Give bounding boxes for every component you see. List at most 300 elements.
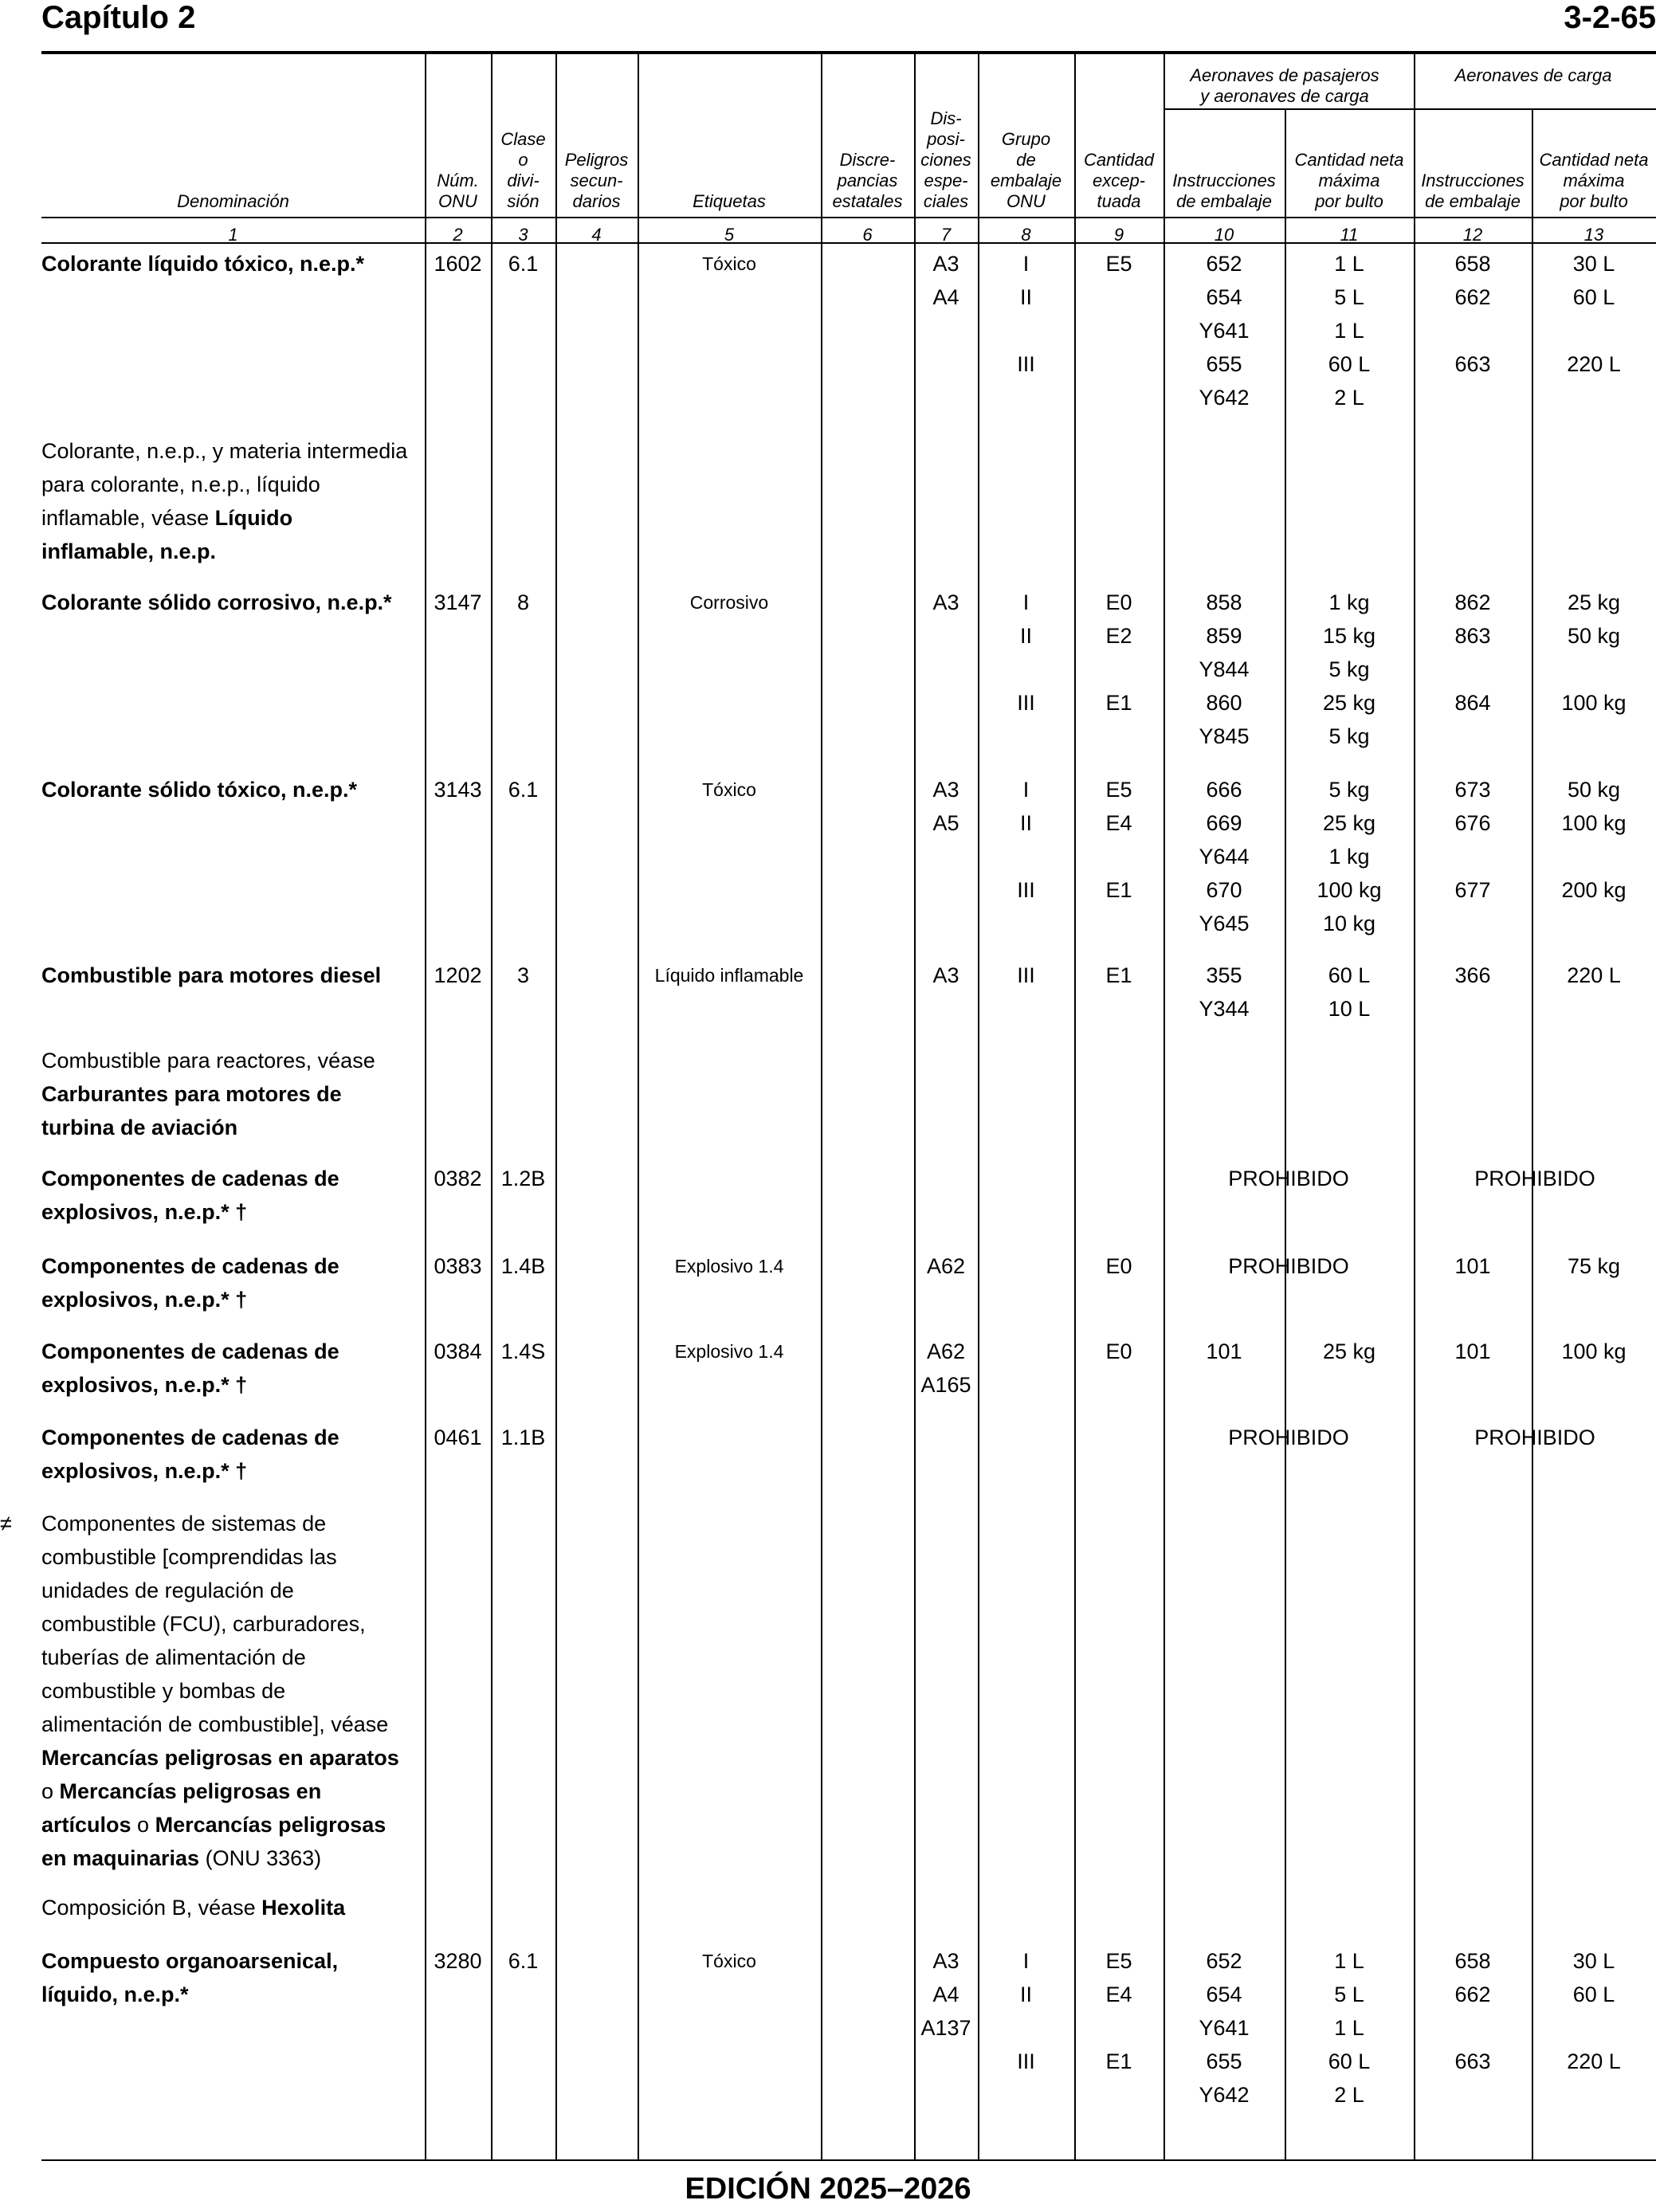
entry-name-line <box>41 959 424 992</box>
packing-group: II <box>1019 624 1032 648</box>
column-header-line: Grupo <box>1001 129 1051 149</box>
excepted-quantity: E0 <box>1105 590 1132 614</box>
revision-mark: ≠ <box>0 1512 12 1535</box>
cargo-max-net-quantity: 25 kg <box>1567 590 1621 614</box>
entry-name-text: Carburantes para motores de <box>41 1082 342 1106</box>
cargo-packing-instruction: 101 <box>1454 1339 1491 1363</box>
excepted-quantity: E1 <box>1105 878 1132 902</box>
column-number-9: 9 <box>1113 225 1124 245</box>
entry-name-line <box>41 1607 424 1641</box>
column-header-line: ONU <box>1007 191 1046 211</box>
pax-packing-instruction: 654 <box>1206 285 1242 309</box>
entry-name-text: Compuesto organoarsenical, <box>41 1949 339 1973</box>
cargo-max-net-quantity: 75 kg <box>1567 1254 1621 1278</box>
excepted-quantity: E1 <box>1105 691 1132 715</box>
column-divider <box>555 54 557 2159</box>
column-number-12: 12 <box>1462 225 1483 245</box>
excepted-quantity: E1 <box>1105 963 1132 987</box>
hazard-class: 1.1B <box>500 1426 546 1449</box>
entry-name-text: turbina de aviación <box>41 1116 238 1139</box>
packing-group: III <box>1017 2049 1035 2073</box>
cargo-max-net-quantity: 30 L <box>1572 252 1615 276</box>
column-header-line: Instrucciones <box>1421 171 1525 190</box>
bottom-rule <box>41 2159 1656 2161</box>
pax-packing-instruction: 654 <box>1206 1983 1242 2006</box>
entry-name <box>41 1507 424 1875</box>
column-header-line: darios <box>572 191 621 211</box>
pax-prohibited: PROHIBIDO <box>1228 1254 1349 1278</box>
entry-name-text: en maquinarias <box>41 1846 200 1870</box>
cargo-max-net-quantity: 220 L <box>1567 963 1621 987</box>
column-header-line: de <box>1016 150 1036 170</box>
entry-name-line <box>41 1454 424 1488</box>
entry-name-text: Colorante, n.e.p., y materia intermedia <box>41 439 408 463</box>
entry-name-line <box>41 1507 424 1540</box>
pax-packing-instruction: 860 <box>1206 691 1242 715</box>
hazard-label: Explosivo 1.4 <box>674 1341 784 1362</box>
entry-name-text: explosivos, n.e.p.* † <box>41 1373 248 1397</box>
cargo-prohibited: PROHIBIDO <box>1474 1426 1595 1449</box>
column-number-2: 2 <box>453 225 463 245</box>
header-rule <box>41 217 1656 218</box>
column-header-line: Clase <box>500 129 546 149</box>
entry-name <box>41 773 424 806</box>
entry-name-text: Componentes de cadenas de <box>41 1254 339 1278</box>
entry-name-text: Colorante líquido tóxico, n.e.p.* <box>41 252 365 276</box>
packing-group: III <box>1017 352 1035 376</box>
entry-name-text: Líquido <box>214 506 293 530</box>
column-header-7 <box>914 108 978 212</box>
pax-packing-instruction: 652 <box>1206 252 1242 276</box>
special-provision: A3 <box>932 778 959 802</box>
entry-name-text: explosivos, n.e.p.* † <box>41 1200 248 1224</box>
entry-name-line <box>41 1978 424 2011</box>
cargo-max-net-quantity: 220 L <box>1567 2049 1621 2073</box>
pax-prohibited: PROHIBIDO <box>1228 1167 1349 1190</box>
column-divider <box>638 54 639 2159</box>
hazard-class: 8 <box>516 590 530 614</box>
pax-max-net-quantity: 25 kg <box>1322 811 1376 835</box>
column-header-line: Cantidad <box>1083 150 1155 170</box>
column-header-line: pancias <box>837 171 898 190</box>
hazard-label: Líquido inflamable <box>654 965 804 986</box>
hazard-label: Tóxico <box>702 779 756 800</box>
cargo-packing-instruction: 662 <box>1454 1983 1491 2006</box>
special-provision: A3 <box>932 1949 959 1973</box>
un-number: 0461 <box>434 1426 482 1449</box>
cargo-max-net-quantity: 50 kg <box>1567 624 1621 648</box>
column-header-line: Dis- <box>930 108 962 128</box>
hazard-label: Corrosivo <box>689 592 769 613</box>
entry-name-text: Colorante sólido corrosivo, n.e.p.* <box>41 590 392 614</box>
entry-name-line <box>41 1111 424 1144</box>
entry-name-line <box>41 1044 424 1077</box>
hazard-class: 3 <box>516 963 530 987</box>
column-header-line: tuada <box>1097 191 1141 211</box>
column-header-line: ciales <box>923 191 969 211</box>
pax-packing-instruction: Y344 <box>1199 997 1250 1021</box>
entry-name-text: Componentes de cadenas de <box>41 1339 339 1363</box>
entry-name-line <box>41 1944 424 1978</box>
cargo-max-net-quantity: 100 kg <box>1561 691 1627 715</box>
pax-max-net-quantity: 2 L <box>1334 386 1364 410</box>
special-provision: A137 <box>920 2016 971 2040</box>
column-header-line: espe- <box>924 171 968 190</box>
column-number-5: 5 <box>724 225 735 245</box>
pax-packing-instruction: Y645 <box>1199 912 1250 935</box>
entry-name <box>41 1249 424 1316</box>
entry-name-text: inflamable, véase <box>41 506 215 530</box>
column-header-6 <box>821 150 914 212</box>
excepted-quantity: E4 <box>1105 1983 1132 2006</box>
column-header-line: excep- <box>1092 171 1146 190</box>
column-number-11: 11 <box>1340 225 1359 245</box>
column-header-9 <box>1074 150 1164 212</box>
special-provision: A165 <box>920 1373 971 1397</box>
entry-name-text: Componentes de cadenas de <box>41 1426 339 1449</box>
column-header-line: de embalaje <box>1425 191 1521 211</box>
cargo-packing-instruction: 677 <box>1454 878 1491 902</box>
column-header-line: sión <box>507 191 540 211</box>
column-header-line: secun- <box>570 171 623 190</box>
cargo-packing-instruction: 862 <box>1454 590 1491 614</box>
pax-packing-instruction: 655 <box>1206 2049 1242 2073</box>
entry-name-line <box>41 773 424 806</box>
entry-name-text: combustible [comprendidas las <box>41 1545 337 1569</box>
pax-max-net-quantity: 1 L <box>1334 319 1364 343</box>
column-header-11 <box>1285 150 1414 212</box>
column-number-1: 1 <box>228 225 238 245</box>
entry-name-text: explosivos, n.e.p.* † <box>41 1459 248 1483</box>
entry-name-text: o <box>131 1813 155 1837</box>
entry-name-text: líquido, n.e.p.* <box>41 1983 189 2006</box>
column-divider <box>1285 108 1286 2159</box>
entry-name-line <box>41 1891 424 1924</box>
hazard-class: 6.1 <box>508 778 539 802</box>
entry-name <box>41 959 424 992</box>
entry-name-line <box>41 1077 424 1111</box>
column-header-line: posi- <box>927 129 965 149</box>
column-header-4 <box>555 150 638 212</box>
pax-max-net-quantity: 5 kg <box>1328 724 1370 748</box>
pax-max-net-quantity: 60 L <box>1328 352 1371 376</box>
pax-packing-instruction: Y845 <box>1199 724 1250 748</box>
entry-name-text: o <box>41 1779 60 1803</box>
packing-group: II <box>1019 285 1032 309</box>
entry-name-line <box>41 1808 424 1841</box>
pax-max-net-quantity: 100 kg <box>1317 878 1382 902</box>
packing-group: III <box>1017 963 1035 987</box>
pax-packing-instruction: 666 <box>1206 778 1242 802</box>
special-provision: A4 <box>932 1983 959 2006</box>
header-rule <box>1164 108 1656 110</box>
entry-name-text: Componentes de sistemas de <box>41 1512 327 1535</box>
column-header-line: de embalaje <box>1176 191 1272 211</box>
entry-name <box>41 1944 424 2011</box>
hazard-label: Tóxico <box>702 253 756 274</box>
column-header-line: Cantidad neta <box>1539 150 1649 170</box>
special-provision: A3 <box>932 252 959 276</box>
pax-max-net-quantity: 10 L <box>1328 997 1371 1021</box>
pax-max-net-quantity: 25 kg <box>1322 1339 1376 1363</box>
column-header-3 <box>491 129 555 212</box>
column-header-line: o <box>518 150 528 170</box>
column-number-6: 6 <box>862 225 873 245</box>
cargo-packing-instruction: 662 <box>1454 285 1491 309</box>
pax-max-net-quantity: 1 L <box>1334 1949 1364 1973</box>
column-header-2 <box>425 171 491 212</box>
excepted-quantity: E2 <box>1105 624 1132 648</box>
pax-max-net-quantity: 5 kg <box>1328 778 1370 802</box>
pax-packing-instruction: 858 <box>1206 590 1242 614</box>
pax-max-net-quantity: 1 kg <box>1328 590 1370 614</box>
pax-max-net-quantity: 2 L <box>1334 2083 1364 2107</box>
entry-name <box>41 247 424 280</box>
header-group-passenger <box>1165 65 1404 107</box>
column-number-13: 13 <box>1583 225 1604 245</box>
column-number-10: 10 <box>1214 225 1234 245</box>
entry-name-text: (ONU 3363) <box>199 1846 322 1870</box>
excepted-quantity: E5 <box>1105 778 1132 802</box>
column-header-line: Instrucciones <box>1172 171 1276 190</box>
hazard-label: Explosivo 1.4 <box>674 1256 784 1277</box>
entry-name-text: combustible y bombas de <box>41 1679 286 1703</box>
cargo-max-net-quantity: 50 kg <box>1567 778 1621 802</box>
special-provision: A62 <box>926 1339 966 1363</box>
entry-name <box>41 1891 424 1924</box>
pax-max-net-quantity: 60 L <box>1328 2049 1371 2073</box>
entry-name <box>41 1044 424 1144</box>
pax-packing-instruction: 355 <box>1206 963 1242 987</box>
entry-name-line <box>41 501 424 535</box>
cargo-packing-instruction: 663 <box>1454 2049 1491 2073</box>
special-provision: A62 <box>926 1254 966 1278</box>
entry-name-text: unidades de regulación de <box>41 1579 294 1602</box>
entry-name-line <box>41 1775 424 1808</box>
column-header-line: Discre- <box>839 150 896 170</box>
packing-group: I <box>1022 252 1030 276</box>
cargo-max-net-quantity: 100 kg <box>1561 811 1627 835</box>
header-group-passenger-line: y aeronaves de carga <box>1200 86 1369 106</box>
cargo-packing-instruction: 863 <box>1454 624 1491 648</box>
page-number: 3-2-65 <box>1564 0 1656 35</box>
pax-max-net-quantity: 60 L <box>1328 963 1371 987</box>
column-number-8: 8 <box>1021 225 1031 245</box>
pax-max-net-quantity: 25 kg <box>1322 691 1376 715</box>
entry-name-line <box>41 1641 424 1674</box>
column-divider <box>1532 108 1533 2159</box>
excepted-quantity: E0 <box>1105 1254 1132 1278</box>
column-divider <box>1074 54 1076 2159</box>
column-header-line: máxima <box>1318 171 1380 190</box>
entry-name-line <box>41 1249 424 1283</box>
pax-packing-instruction: 655 <box>1206 352 1242 376</box>
entry-name-line <box>41 1335 424 1368</box>
cargo-packing-instruction: 864 <box>1454 691 1491 715</box>
column-header-1 <box>41 191 425 212</box>
entry-name <box>41 1421 424 1488</box>
pax-max-net-quantity: 5 L <box>1334 285 1364 309</box>
column-header-line: máxima <box>1563 171 1625 190</box>
entry-name-line <box>41 1283 424 1316</box>
cargo-max-net-quantity: 200 kg <box>1561 878 1627 902</box>
pax-packing-instruction: 669 <box>1206 811 1242 835</box>
entry-name-text: Combustible para motores diesel <box>41 963 382 987</box>
column-number-4: 4 <box>591 225 602 245</box>
entry-name-line <box>41 1195 424 1229</box>
entry-name <box>41 1162 424 1229</box>
cargo-packing-instruction: 673 <box>1454 778 1491 802</box>
cargo-max-net-quantity: 220 L <box>1567 352 1621 376</box>
un-number: 0383 <box>434 1254 482 1278</box>
hazard-class: 6.1 <box>508 252 539 276</box>
pax-packing-instruction: Y642 <box>1199 386 1250 410</box>
pax-packing-instruction: 670 <box>1206 878 1242 902</box>
pax-max-net-quantity: 10 kg <box>1322 912 1376 935</box>
entry-name-line <box>41 1421 424 1454</box>
entry-name-text: para colorante, n.e.p., líquido <box>41 473 320 496</box>
pax-packing-instruction: Y641 <box>1199 319 1250 343</box>
un-number: 3147 <box>434 590 482 614</box>
pax-packing-instruction: Y641 <box>1199 2016 1250 2040</box>
column-divider <box>821 54 822 2159</box>
packing-group: I <box>1022 778 1030 802</box>
column-header-line: por bulto <box>1560 191 1628 211</box>
hazard-class: 1.4S <box>500 1339 546 1363</box>
pax-max-net-quantity: 1 L <box>1334 252 1364 276</box>
entry-name-line <box>41 1741 424 1775</box>
entry-name-text: alimentación de combustible], véase <box>41 1712 389 1736</box>
entry-name-line <box>41 1841 424 1875</box>
column-header-5 <box>638 191 821 212</box>
column-header-line: divi- <box>507 171 540 190</box>
pax-max-net-quantity: 1 kg <box>1328 845 1370 869</box>
hazard-class: 1.4B <box>500 1254 546 1278</box>
pax-packing-instruction: 101 <box>1206 1339 1242 1363</box>
pax-max-net-quantity: 5 L <box>1334 1983 1364 2006</box>
excepted-quantity: E4 <box>1105 811 1132 835</box>
pax-max-net-quantity: 5 kg <box>1328 657 1370 681</box>
pax-max-net-quantity: 1 L <box>1334 2016 1364 2040</box>
entry-name-line <box>41 1368 424 1402</box>
cargo-max-net-quantity: 60 L <box>1572 1983 1615 2006</box>
column-header-12 <box>1414 171 1532 212</box>
entry-name <box>41 586 424 619</box>
entry-name-line <box>41 247 424 280</box>
un-number: 0382 <box>434 1167 482 1190</box>
column-header-line: ONU <box>438 191 477 211</box>
entry-name-text: combustible (FCU), carburadores, <box>41 1612 366 1636</box>
hazard-label: Tóxico <box>702 1951 756 1971</box>
entry-name-line <box>41 1574 424 1607</box>
excepted-quantity: E1 <box>1105 2049 1132 2073</box>
cargo-max-net-quantity: 60 L <box>1572 285 1615 309</box>
entry-name-line <box>41 434 424 468</box>
pax-prohibited: PROHIBIDO <box>1228 1426 1349 1449</box>
entry-name-line <box>41 1708 424 1741</box>
pax-packing-instruction: 652 <box>1206 1949 1242 1973</box>
entry-name-text: Combustible para reactores, véase <box>41 1049 375 1073</box>
packing-group: II <box>1019 1983 1032 2006</box>
entry-name <box>41 434 424 568</box>
entry-name-text: Mercancías peligrosas <box>155 1813 387 1837</box>
column-header-line: Cantidad neta <box>1294 150 1404 170</box>
entry-name-line <box>41 1162 424 1195</box>
entry-name-text: Hexolita <box>261 1896 346 1920</box>
un-number: 1202 <box>434 963 482 987</box>
entry-name-line <box>41 586 424 619</box>
special-provision: A4 <box>932 285 959 309</box>
hazard-class: 6.1 <box>508 1949 539 1973</box>
excepted-quantity: E5 <box>1105 252 1132 276</box>
column-header-line: Peligros <box>564 150 629 170</box>
un-number: 1602 <box>434 252 482 276</box>
cargo-packing-instruction: 663 <box>1454 352 1491 376</box>
column-header-13 <box>1532 150 1656 212</box>
packing-group: I <box>1022 590 1030 614</box>
column-header-10 <box>1164 171 1285 212</box>
cargo-packing-instruction: 101 <box>1454 1254 1491 1278</box>
un-number: 3143 <box>434 778 482 802</box>
special-provision: A3 <box>932 963 959 987</box>
entry-name-line <box>41 535 424 568</box>
column-number-3: 3 <box>518 225 528 245</box>
header-group-passenger-line: Aeronaves de pasajeros <box>1190 65 1379 85</box>
un-number: 3280 <box>434 1949 482 1973</box>
pax-packing-instruction: 859 <box>1206 624 1242 648</box>
column-header-line: por bulto <box>1315 191 1383 211</box>
column-header-line: embalaje <box>990 171 1062 190</box>
column-divider <box>914 54 916 2159</box>
column-number-7: 7 <box>940 225 952 245</box>
packing-group: I <box>1022 1949 1030 1973</box>
entry-name-text: Colorante sólido tóxico, n.e.p.* <box>41 778 358 802</box>
entry-name-text: Mercancías peligrosas en aparatos <box>41 1746 399 1770</box>
entry-name <box>41 1335 424 1402</box>
column-divider <box>425 54 426 2159</box>
entry-name-line <box>41 468 424 501</box>
pax-packing-instruction: Y642 <box>1199 2083 1250 2107</box>
special-provision: A3 <box>932 590 959 614</box>
un-number: 0384 <box>434 1339 482 1363</box>
column-header-line: Etiquetas <box>693 191 766 211</box>
entry-name-text: Mercancías peligrosas en <box>59 1779 322 1803</box>
entry-name-text: Componentes de cadenas de <box>41 1167 339 1190</box>
column-divider <box>491 54 492 2159</box>
hazard-class: 1.2B <box>500 1167 546 1190</box>
entry-name-text: inflamable, n.e.p. <box>41 539 217 563</box>
excepted-quantity: E5 <box>1105 1949 1132 1973</box>
pax-max-net-quantity: 15 kg <box>1322 624 1376 648</box>
cargo-max-net-quantity: 100 kg <box>1561 1339 1627 1363</box>
pax-packing-instruction: Y644 <box>1199 845 1250 869</box>
packing-group: III <box>1017 691 1035 715</box>
entry-name-text: artículos <box>41 1813 131 1837</box>
entry-name-text: tuberías de alimentación de <box>41 1645 306 1669</box>
entry-name-text: explosivos, n.e.p.* † <box>41 1288 248 1312</box>
column-header-line: Denominación <box>177 191 289 211</box>
excepted-quantity: E0 <box>1105 1339 1132 1363</box>
column-header-line: ciones <box>920 150 971 170</box>
special-provision: A5 <box>932 811 959 835</box>
entry-name-text: Composición B, véase <box>41 1896 262 1920</box>
cargo-packing-instruction: 676 <box>1454 811 1491 835</box>
pax-packing-instruction: Y844 <box>1199 657 1250 681</box>
chapter-title: Capítulo 2 <box>41 0 196 35</box>
cargo-packing-instruction: 658 <box>1454 252 1491 276</box>
column-header-8 <box>978 129 1074 212</box>
edition-footer: EDICIÓN 2025–2026 <box>685 2172 971 2206</box>
